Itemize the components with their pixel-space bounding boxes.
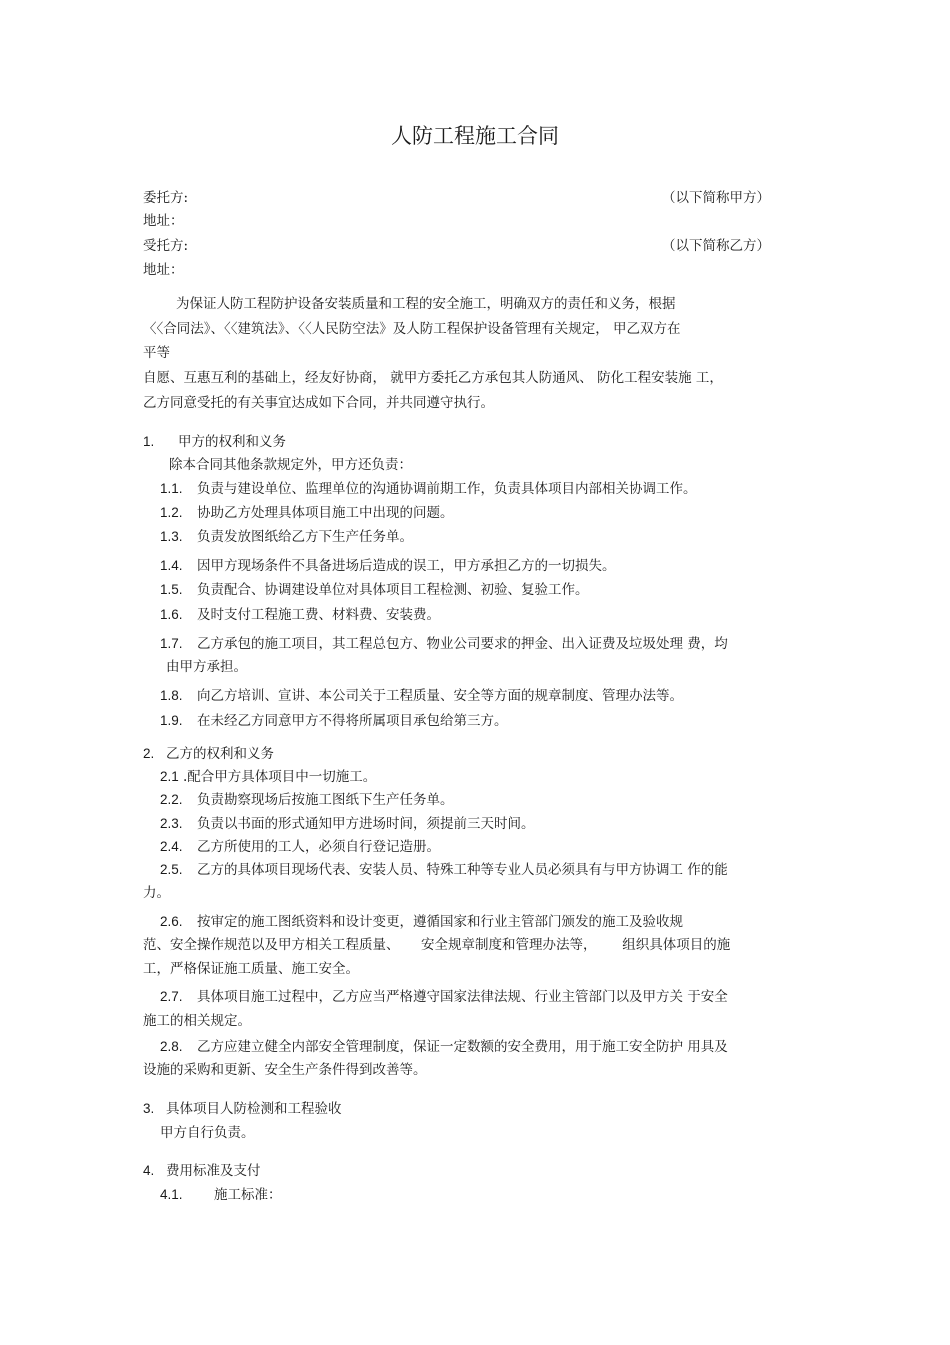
clause-text: 工，严格保证施工质量、施工安全。 (143, 961, 359, 977)
clause-text: 乙方的具体项目现场代表、安装人员、特殊工种等专业人员必须具有与甲方协调工 作的能 (197, 862, 728, 878)
section-intro: 除本合同其他条款规定外，甲方还负责： (169, 457, 412, 473)
clause-number: 1.6. (160, 607, 183, 622)
section-heading: 乙方的权利和义务 (166, 746, 274, 762)
clause-number: 2.3. (160, 816, 183, 831)
clause-number: 1.4. (160, 558, 183, 573)
clause-number: 2.8. (160, 1039, 183, 1054)
clause-text: 由甲方承担。 (166, 659, 247, 675)
clause-text: 范、安全操作规范以及甲方相关工程质量、 安全规章制度和管理办法等， 组织具体项目的施 (143, 937, 731, 953)
clause-text: .配合甲方具体项目中一切施工。 (183, 769, 377, 785)
client-label: 委托方: (143, 190, 189, 206)
clause-number: 1.5. (160, 582, 183, 597)
clause-number: 1.2. (160, 505, 183, 520)
client-address: 地址： (143, 213, 184, 229)
clause-text: 协助乙方处理具体项目施工中出现的问题。 (197, 505, 454, 521)
page-title: 人防工程施工合同 (391, 124, 559, 148)
preamble-line: 为保证人防工程防护设备安装质量和工程的安全施工，明确双方的责任和义务，根据 (176, 296, 676, 312)
section-number: 1. (143, 434, 155, 449)
preamble-line: 自愿、互惠互利的基础上，经友好协商， 就甲方委托乙方承包其人防通风、 防化工程安装施 工， (143, 370, 723, 386)
section-text: 甲方自行负责。 (160, 1125, 255, 1141)
clause-text: 及时支付工程施工费、材料费、安装费。 (197, 607, 440, 623)
clause-number: 4.1. (160, 1187, 183, 1202)
clause-text: 乙方承包的施工项目，其工程总包方、物业公司要求的押金、出入证费及垃圾处理 费，均 (197, 636, 728, 652)
clause-number: 2.6. (160, 914, 183, 929)
clause-number: 2.5. (160, 862, 183, 877)
section-heading: 具体项目人防检测和工程验收 (166, 1101, 342, 1117)
clause-text: 施工的相关规定。 (143, 1013, 251, 1029)
clause-text: 向乙方培训、宣讲、本公司关于工程质量、安全等方面的规章制度、管理办法等。 (197, 688, 683, 704)
clause-number: 1.9. (160, 713, 183, 728)
clause-text: 施工标准： (214, 1187, 282, 1203)
section-number: 4. (143, 1163, 155, 1178)
preamble-line: 〈〈合同法》、〈〈建筑法》、〈〈人民防空法》及人防工程保护设备管理有关规定， 甲乙双方在 (143, 321, 681, 337)
clause-number: 2.2. (160, 792, 183, 807)
clause-text: 乙方所使用的工人，必须自行登记造册。 (197, 839, 440, 855)
clause-text: 因甲方现场条件不具备进场后造成的误工，甲方承担乙方的一切损失。 (197, 558, 616, 574)
clause-number: 2.4. (160, 839, 183, 854)
contractor-label: 受托方: (143, 238, 189, 254)
clause-number: 1.7. (160, 636, 183, 651)
section-heading: 甲方的权利和义务 (178, 434, 286, 450)
clause-text: 负责以书面的形式通知甲方进场时间，须提前三天时间。 (197, 816, 535, 832)
client-note: （以下简称甲方） (662, 190, 770, 206)
contractor-note: （以下简称乙方） (662, 238, 770, 254)
clause-text: 具体项目施工过程中，乙方应当严格遵守国家法律法规、行业主管部门以及甲方关 于安全 (197, 989, 728, 1005)
section-heading: 费用标准及支付 (166, 1163, 261, 1179)
section-number: 3. (143, 1101, 155, 1116)
section-number: 2. (143, 746, 155, 761)
clause-number: 2.1 (160, 769, 179, 784)
clause-text: 设施的采购和更新、安全生产条件得到改善等。 (143, 1062, 427, 1078)
preamble-line: 乙方同意受托的有关事宜达成如下合同，并共同遵守执行。 (143, 395, 494, 411)
clause-text: 在未经乙方同意甲方不得将所属项目承包给第三方。 (197, 713, 508, 729)
clause-text: 负责发放图纸给乙方下生产任务单。 (197, 529, 413, 545)
clause-text: 按审定的施工图纸资料和设计变更，遵循国家和行业主管部门颁发的施工及验收规 (197, 914, 683, 930)
preamble-line: 平等 (143, 345, 170, 361)
clause-number: 1.1. (160, 481, 183, 496)
clause-number: 2.7. (160, 989, 183, 1004)
clause-text: 负责与建设单位、监理单位的沟通协调前期工作，负责具体项目内部相关协调工作。 (197, 481, 697, 497)
contractor-address: 地址： (143, 262, 184, 278)
clause-text: 乙方应建立健全内部安全管理制度，保证一定数额的安全费用，用于施工安全防护 用具及 (197, 1039, 728, 1055)
clause-number: 1.8. (160, 688, 183, 703)
clause-text: 力。 (143, 885, 170, 901)
clause-text: 负责勘察现场后按施工图纸下生产任务单。 (197, 792, 454, 808)
clause-text: 负责配合、协调建设单位对具体项目工程检测、初验、复验工作。 (197, 582, 589, 598)
clause-number: 1.3. (160, 529, 183, 544)
